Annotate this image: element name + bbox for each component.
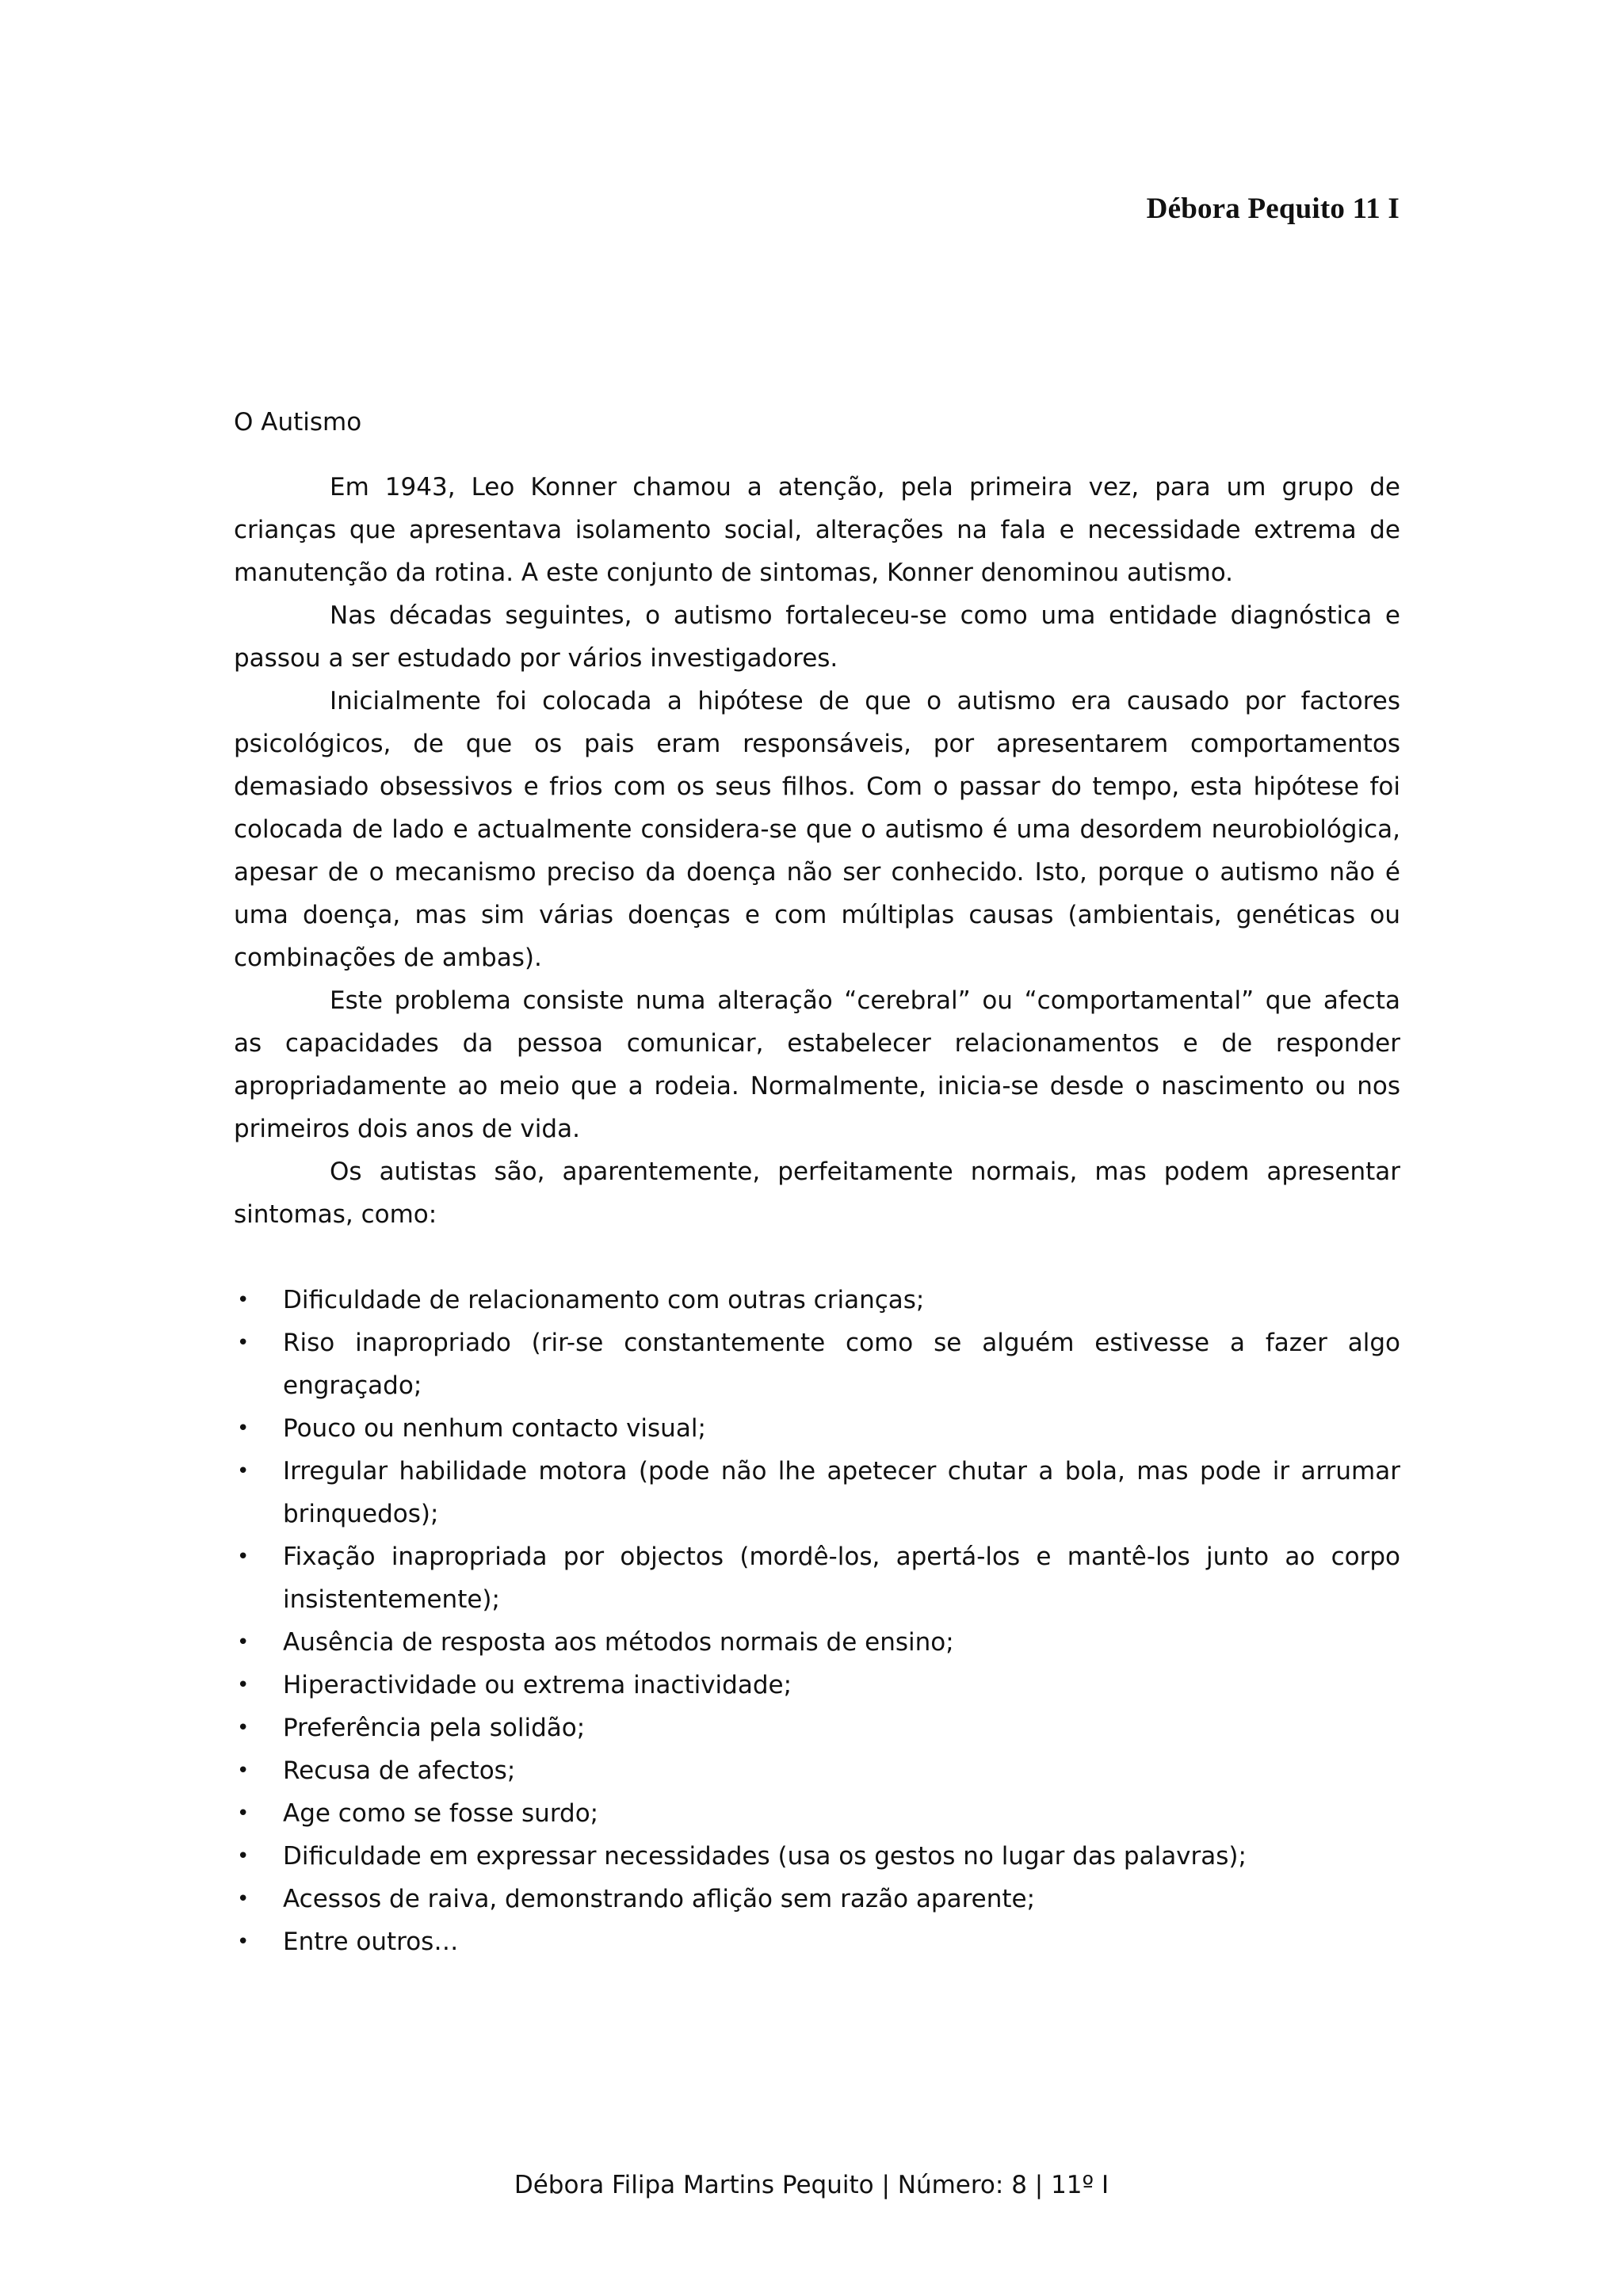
list-item (234, 1535, 1400, 1621)
list-item-text: Preferência pela solidão; (283, 1714, 586, 1742)
list-item-text: Entre outros… (283, 1928, 459, 1956)
list-item-text: Pouco ou nenhum contacto visual; (283, 1414, 706, 1443)
bullet-icon: • (237, 1716, 250, 1740)
bullet-icon: • (237, 1844, 250, 1868)
list-item (234, 1450, 1400, 1535)
list-item-text: Recusa de afectos; (283, 1756, 516, 1785)
paragraph: Os autistas são, aparentemente, perfeitamente normais, mas podem apresentar sintomas, como: (234, 1158, 1400, 1229)
spacer (234, 1236, 1400, 1279)
page-footer: Débora Filipa Martins Pequito | Número: 8 | 11º I (514, 2171, 1109, 2199)
list-item (234, 1279, 1400, 1322)
bullet-icon: • (237, 1331, 250, 1355)
list-item (234, 1621, 1400, 1664)
bullet-icon: • (237, 1802, 250, 1825)
list-item (234, 1792, 1400, 1835)
list-item (234, 1407, 1400, 1450)
list-item-text: Fixação inapropriada por objectos (mordê-los, apertá-los e mantê-los junto ao corpo insistentemente); (283, 1543, 1400, 1614)
bullet-icon: • (237, 1930, 250, 1954)
list-item-text: Ausência de resposta aos métodos normais de ensino; (283, 1628, 954, 1657)
list-item-text: Hiperactividade ou extrema inactividade; (283, 1671, 792, 1699)
list-item (234, 1707, 1400, 1749)
list-item-text: Dificuldade de relacionamento com outras crianças; (283, 1286, 925, 1314)
list-item (234, 1920, 1400, 1963)
bullet-icon: • (237, 1545, 250, 1569)
paragraph: Nas décadas seguintes, o autismo fortaleceu-se como uma entidade diagnóstica e passou a ser estudado por vários investigadores. (234, 601, 1400, 673)
bullet-icon: • (237, 1759, 250, 1783)
bullet-icon: • (237, 1417, 250, 1440)
symptoms-list (234, 1279, 1400, 1963)
paragraph: Este problema consiste numa alteração “cerebral” ou “comportamental” que afecta as capacidades da pessoa comunicar, estabelecer relacionamentos e de responder apropriadamente ao meio que a rodeia. Normalmente, inicia-se desde o nascimento ou nos primeiros dois anos de vida. (234, 986, 1400, 1143)
list-item-text: Age como se fosse surdo; (283, 1799, 599, 1828)
list-item-text: Riso inapropriado (rir-se constantemente como se alguém estivesse a fazer algo engraçado; (283, 1329, 1400, 1400)
list-item-text: Acessos de raiva, demonstrando aflição sem razão aparente; (283, 1885, 1036, 1913)
list-item-text: Irregular habilidade motora (pode não lhe apetecer chutar a bola, mas pode ir arrumar brinquedos); (283, 1457, 1400, 1528)
list-item (234, 1322, 1400, 1407)
document-body (234, 401, 1400, 1963)
paragraph: Inicialmente foi colocada a hipótese de que o autismo era causado por factores psicológicos, de que os pais eram responsáveis, por apresentarem comportamentos demasiado obsessivos e frios com os seus filhos. Com o passar do tempo, esta hipótese foi colocada de lado e actualmente considera-se que o autismo é uma desordem neurobiológica, apesar de o mecanismo preciso da doença não ser conhecido. Isto, porque o autismo não é uma doença, mas sim várias doenças e com múltiplas causas (ambientais, genéticas ou combinações de ambas). (234, 687, 1400, 972)
bullet-icon: • (237, 1673, 250, 1697)
list-item-text: Dificuldade em expressar necessidades (usa os gestos no lugar das palavras); (283, 1842, 1247, 1871)
list-item (234, 1749, 1400, 1792)
header-author-name: Débora Pequito 11 I (1146, 193, 1400, 225)
list-item (234, 1835, 1400, 1878)
bullet-icon: • (237, 1459, 250, 1483)
bullet-icon: • (237, 1630, 250, 1654)
paragraph: Em 1943, Leo Konner chamou a atenção, pela primeira vez, para um grupo de crianças que apresentava isolamento social, alterações na fala e necessidade extrema de manutenção da rotina. A este conjunto de sintomas, Konner denominou autismo. (234, 473, 1400, 587)
bullet-icon: • (237, 1887, 250, 1911)
list-item (234, 1878, 1400, 1920)
bullet-icon: • (237, 1288, 250, 1312)
list-item (234, 1664, 1400, 1707)
document-title: O Autismo (234, 408, 362, 437)
